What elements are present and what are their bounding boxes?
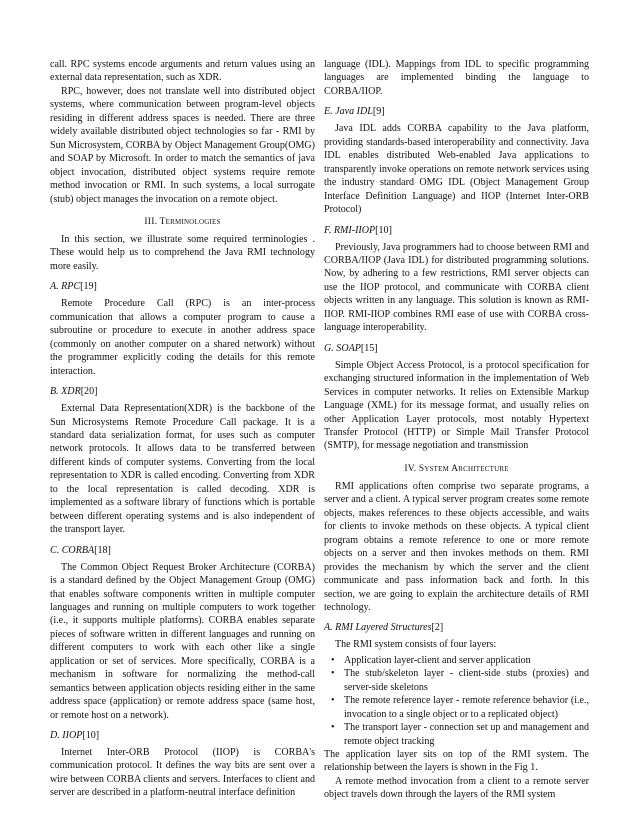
section-heading bbox=[324, 462, 589, 475]
list-item-text: The remote reference layer - remote reference behavior (i.e., invocation to a single object or to a replicated object) bbox=[344, 695, 589, 720]
paragraph: call. RPC systems encode arguments and return values using an external data representation, such as XDR. bbox=[50, 59, 315, 84]
subsection-letter: A. bbox=[324, 622, 333, 634]
citation: [19] bbox=[80, 281, 97, 293]
list-item bbox=[331, 721, 589, 748]
citation: [18] bbox=[94, 544, 111, 556]
paragraph: The RMI system consists of four layers: bbox=[335, 639, 497, 651]
paragraph: A remote method invocation from a client to a remote server object travels down through the layers of the RMI system bbox=[324, 775, 589, 801]
paragraph: Java IDL adds CORBA capability to the Java platform, providing standards-based interoperability and connectivity. Java IDL enables distributed Web-enabled Java applications to transparently invoke operations on remote network services using the industry standard OMG IDL (Object Management Group Interface Definition Language) and IIOP (Internet Inter-ORB Protocol) bbox=[324, 123, 589, 216]
subsection-name: RMI-IIOP bbox=[333, 224, 376, 236]
paragraph: The application layer sits on top of the RMI system. The relationship between the layers is shown in the Fig 1. bbox=[324, 749, 589, 774]
citation: [20] bbox=[80, 386, 98, 398]
left-column bbox=[50, 58, 315, 800]
citation: [9] bbox=[372, 106, 385, 118]
subsection-name: IIOP bbox=[62, 730, 83, 742]
section-heading bbox=[50, 215, 315, 228]
subsection-name: Java IDL bbox=[335, 106, 373, 118]
layers-list bbox=[324, 654, 589, 748]
citation: [2] bbox=[431, 622, 444, 634]
subsection-heading bbox=[324, 342, 589, 355]
citation: [15] bbox=[360, 342, 378, 354]
subsection-letter: F. bbox=[324, 224, 332, 236]
paragraph: External Data Representation(XDR) is the backbone of the Sun Microsystems Remote Procedure Call package. It is a standard data serialization format, for uses such as computer network protocols. It allows data to be transferred between different kinds of computer systems. Converting from the local representation to XDR is called encoding. Converting from XDR to the local representation is called decoding. XDR is implemented as a software library of functions which is portable between different operating systems and is also independent of the transport layer. bbox=[50, 403, 315, 536]
paragraph: Remote Procedure Call (RPC) is an inter-process communication that allows a computer program to cause a subroutine or procedure to execute in another address space (commonly on another computer on a shared network) without the programmer explicitly coding the details for this remote interaction. bbox=[50, 298, 315, 377]
right-column bbox=[324, 58, 589, 802]
subsection-letter: D. bbox=[50, 730, 60, 742]
subsection-heading bbox=[324, 621, 589, 634]
subsection-letter: B. bbox=[50, 386, 59, 398]
list-item bbox=[331, 694, 589, 721]
list-item bbox=[331, 654, 589, 667]
subsection-name: XDR bbox=[61, 386, 81, 398]
list-item-text: Application layer-client and server application bbox=[344, 654, 531, 666]
subsection-letter: C. bbox=[50, 544, 60, 556]
paragraph: In this section, we illustrate some required terminologies . These would help us to comprehend the Java RMI technology more easily. bbox=[50, 233, 315, 272]
subsection-name: RPC bbox=[61, 281, 81, 293]
subsection-letter: E. bbox=[324, 106, 333, 118]
subsection-heading bbox=[50, 544, 315, 557]
paragraph: language (IDL). Mappings from IDL to specific programming languages are implemented binding the language to CORBA/IIOP. bbox=[324, 59, 589, 97]
subsection-heading bbox=[50, 729, 315, 742]
subsection-heading bbox=[324, 224, 589, 237]
bullet-icon: • bbox=[331, 668, 335, 680]
paragraph: Simple Object Access Protocol, is a protocol specification for exchanging structured information in the implementation of Web Services in computer networks. It relies on Extensible Markup Language (XML) for its message format, and usually relies on other Application Layer protocols, most notably Hypertext Transfer Protocol (HTTP) or Simple Mail Transfer Protocol (SMTP), for message negotiation and transmission bbox=[324, 359, 589, 452]
list-item-text: The transport layer - connection set up and management and remote object tracking bbox=[344, 722, 589, 747]
subsection-name: RMI Layered Structures bbox=[335, 622, 432, 634]
paragraph: Internet Inter-ORB Protocol (IIOP) is CORBA's communication protocol. It defines the way bits are sent over a wire between CORBA clients and servers. Interfaces to client and server are described in a platform-neutral interface definition bbox=[50, 747, 315, 799]
subsection-letter: A. bbox=[50, 281, 59, 293]
bullet-icon: • bbox=[331, 695, 335, 707]
bullet-icon: • bbox=[331, 654, 335, 666]
subsection-letter: G. bbox=[324, 342, 334, 354]
subsection-heading bbox=[324, 105, 589, 118]
paragraph: The Common Object Request Broker Architecture (CORBA) is a standard defined by the Object Management Group (OMG) that enables software components written in multiple computer languages and running on multiple computers to work together (i.e., it supports multiple platforms). CORBA enables separate pieces of software written in different languages and running on different computers to work with each other like a single application or set of services. More specifically, CORBA is a mechanism in software for normalizing the method-call semantics between application objects residing either in the same address space (application) or remote address space (same host, or remote host on a network). bbox=[50, 561, 315, 721]
subsection-name: CORBA bbox=[61, 544, 95, 556]
section-title: IV. System Architecture bbox=[404, 462, 509, 474]
citation: [10] bbox=[82, 730, 100, 742]
bullet-icon: • bbox=[331, 722, 335, 734]
list-item bbox=[331, 667, 589, 694]
paragraph: RMI applications often comprise two separate programs, a server and a client. A typical server program creates some remote objects, makes references to these objects accessible, and waits for clients to invoke methods on these objects. A typical client program obtains a remote reference to one or more remote objects on a server and then invokes methods on them. RMI provides the mechanism by which the server and the client communicate and pass information back and forth. In this section, we are going to explain the architecture details of RMI technology. bbox=[324, 480, 589, 613]
paragraph: Previously, Java programmers had to choose between RMI and CORBA/IIOP (Java IDL) for distributed programming solutions. Now, by adhering to a few restrictions, RMI server objects can use the IIOP protocol, and communicate with CORBA client objects written in any language. This solution is known as RMI-IIOP. RMI-IIOP combines RMI ease of use with CORBA cross-language interoperability. bbox=[324, 241, 589, 334]
paragraph: RPC, however, does not translate well into distributed object systems, where communication between program-level objects residing in different address spaces is needed. There are three widely available distributed object technologies so far - RMI by Sun Microsystem, CORBA by Object Management Group(OMG) and SOAP by Microsoft. In order to match the semantics of java object invocation, distributed object systems require remote method invocation or RMI. In such systems, a local surrogate (stub) object manages the invocation on a remote object. bbox=[50, 85, 315, 205]
section-title: III. Terminologies bbox=[144, 215, 221, 227]
list-item-text: The stub/skeleton layer - client-side stubs (proxies) and server-side skeletons bbox=[344, 668, 589, 693]
subsection-name: SOAP bbox=[336, 342, 361, 354]
subsection-heading bbox=[50, 280, 315, 293]
citation: [10] bbox=[375, 224, 392, 236]
subsection-heading bbox=[50, 385, 315, 398]
